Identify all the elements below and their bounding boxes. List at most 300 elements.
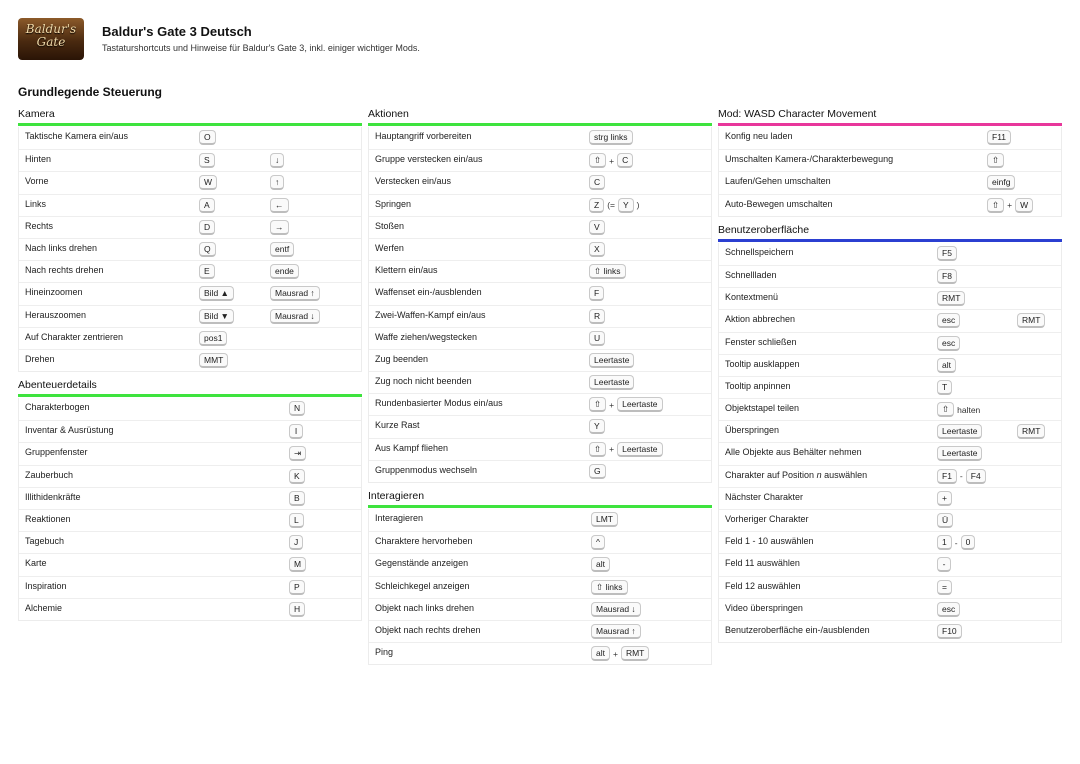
shortcut-row: [19, 398, 361, 420]
shortcut-label: Inventar & Ausrüstung: [25, 425, 114, 436]
shortcut-row: [19, 127, 361, 149]
key-combo: [289, 580, 305, 595]
key-combo: [591, 557, 610, 572]
key-prefix: (=: [607, 200, 615, 211]
shortcut-row: [369, 393, 711, 415]
secondary-key: C: [617, 153, 633, 168]
shortcut-row: [369, 149, 711, 171]
alternate-key: ←: [270, 198, 289, 213]
shortcut-label: Zug beenden: [375, 353, 429, 364]
shortcut-label: Klettern ein/aus: [375, 265, 438, 276]
shortcut-label: Waffenset ein-/ausblenden: [375, 287, 482, 298]
key-separator: +: [609, 444, 615, 455]
primary-key: Leertaste: [937, 446, 982, 461]
key-combo: [589, 264, 626, 279]
key-combo: [589, 464, 606, 479]
alternate-key: RMT: [1017, 313, 1045, 328]
key-combo: [591, 602, 641, 617]
key-combo: [937, 602, 960, 617]
key-combo: [937, 291, 965, 306]
key-combo: [937, 269, 957, 284]
key-combo: [937, 624, 962, 639]
primary-key: alt: [591, 646, 610, 661]
group-title-ui: Benutzeroberfläche: [718, 223, 810, 236]
key-combo: [937, 580, 952, 595]
key-combo: [589, 442, 663, 457]
alternate-key: Mausrad ↑: [270, 286, 320, 301]
alt-key-combo: [270, 220, 289, 235]
key-combo: [591, 624, 641, 639]
shortcut-label: Rechts: [25, 220, 54, 231]
primary-key: alt: [591, 557, 610, 572]
primary-key: LMT: [591, 512, 618, 527]
shortcut-label: Laufen/Gehen umschalten: [725, 176, 831, 187]
rows-aktionen: [368, 127, 712, 483]
alt-key-combo: [270, 309, 320, 324]
shortcut-label: Vorheriger Charakter: [725, 514, 809, 524]
logo-line-1: Baldur's: [25, 22, 77, 36]
group-aktionen: [368, 107, 712, 483]
key-combo: [937, 491, 952, 506]
primary-key: +: [937, 491, 952, 506]
shortcut-label: Feld 12 auswählen: [725, 580, 801, 591]
primary-key: F1: [937, 469, 957, 484]
shortcut-label: Umschalten Kamera-/Charakterbewegung: [725, 154, 894, 165]
key-separator: +: [609, 399, 615, 410]
primary-key: U: [589, 331, 605, 346]
shortcut-label: Ping: [375, 647, 394, 658]
primary-key: =: [937, 580, 952, 595]
shortcut-label: Feld 1 - 10 auswählen: [725, 536, 814, 547]
shortcut-row: [719, 398, 1061, 420]
key-combo: [937, 246, 957, 261]
key-combo: [937, 336, 960, 351]
shortcut-label: Reaktionen: [25, 514, 71, 524]
primary-key: ⇥: [289, 446, 306, 461]
primary-key: Mausrad ↓: [591, 602, 641, 617]
primary-key: esc: [937, 313, 960, 328]
secondary-key: F4: [966, 469, 986, 484]
secondary-key: 0: [961, 535, 976, 550]
shortcut-label: Stoßen: [375, 220, 405, 231]
secondary-key: Leertaste: [617, 397, 662, 412]
primary-key: Leertaste: [937, 424, 982, 439]
label-tail: auswählen: [824, 469, 868, 480]
shortcut-row: [19, 260, 361, 282]
group-title-kamera: Kamera: [18, 108, 55, 120]
shortcut-row: [719, 194, 1061, 216]
rows-kamera: [18, 127, 362, 372]
shortcut-row: [19, 598, 361, 620]
column-left: [18, 107, 362, 627]
shortcut-row: [369, 598, 711, 620]
shortcut-row: [369, 509, 711, 531]
primary-key: esc: [937, 336, 960, 351]
key-combo: [937, 424, 982, 439]
key-separator: -: [954, 537, 958, 548]
shortcut-label: Video überspringen: [725, 602, 803, 613]
key-separator: -: [959, 471, 963, 482]
bg3-logo: [18, 18, 84, 60]
shortcut-label: Schnellladen: [725, 269, 777, 280]
primary-key: ^: [591, 535, 605, 550]
key-combo: [589, 309, 605, 324]
rows-mod: [718, 127, 1062, 217]
shortcut-row: [369, 127, 711, 149]
shortcut-row: [19, 238, 361, 260]
shortcut-row: [19, 576, 361, 598]
alt-key-combo: [270, 264, 299, 279]
shortcut-label: Objekt nach links drehen: [375, 602, 475, 613]
column-middle: [368, 107, 712, 671]
group-ui: [718, 223, 1062, 643]
shortcut-label: Zwei-Waffen-Kampf ein/aus: [375, 309, 486, 320]
shortcut-label: Alle Objekte aus Behälter nehmen: [725, 447, 862, 458]
shortcut-row: [19, 509, 361, 531]
shortcut-row: [719, 420, 1061, 442]
group-bar-ui: [718, 239, 1062, 242]
shortcut-row: [719, 487, 1061, 509]
shortcut-label: Schleichkegel anzeigen: [375, 580, 470, 591]
primary-key: X: [589, 242, 605, 257]
key-combo: [199, 153, 215, 168]
group-bar-interagieren: [368, 505, 712, 508]
shortcut-label: Illithidenkräfte: [25, 491, 81, 502]
shortcut-row: [719, 553, 1061, 575]
key-combo: [289, 513, 304, 528]
shortcut-label: Überspringen: [725, 425, 780, 436]
alt-key-combo: [270, 198, 289, 213]
primary-key: K: [289, 469, 305, 484]
group-interagieren: [368, 489, 712, 665]
primary-key: MMT: [199, 353, 228, 368]
rows-interagieren: [368, 509, 712, 665]
primary-key: strg links: [589, 130, 633, 145]
shortcut-label: Hineinzoomen: [25, 287, 83, 298]
shortcut-row: [719, 332, 1061, 354]
shortcut-row: [719, 149, 1061, 171]
shortcut-label: Hinten: [25, 154, 52, 165]
primary-key: I: [289, 424, 303, 439]
shortcut-row: [19, 349, 361, 371]
primary-key: Y: [589, 419, 605, 434]
shortcut-row: [19, 327, 361, 349]
primary-key: Leertaste: [589, 353, 634, 368]
shortcut-label: Drehen: [25, 353, 55, 364]
key-combo: [937, 446, 982, 461]
shortcut-label: Links: [25, 198, 47, 209]
key-combo: [987, 130, 1011, 145]
alternate-key: entf: [270, 242, 294, 257]
shortcut-row: [19, 171, 361, 193]
key-combo: [199, 242, 216, 257]
shortcut-row: [19, 442, 361, 464]
key-combo: [937, 358, 956, 373]
shortcut-row: [369, 194, 711, 216]
secondary-key: Y: [618, 198, 634, 213]
primary-key: F: [589, 286, 604, 301]
shortcut-row: [369, 327, 711, 349]
key-combo: [589, 286, 604, 301]
shortcut-row: [369, 216, 711, 238]
group-title-abenteuer: Abenteuerdetails: [18, 379, 97, 392]
key-combo: [987, 198, 1033, 213]
primary-key: G: [589, 464, 606, 479]
primary-key: ⇧: [987, 198, 1004, 213]
shortcut-row: [369, 171, 711, 193]
key-combo: [289, 535, 303, 550]
key-combo: [589, 220, 605, 235]
primary-key: ⇧: [589, 397, 606, 412]
shortcut-label: Gegenstände anzeigen: [375, 558, 469, 569]
key-combo: [987, 153, 1004, 168]
shortcut-label: Springen: [375, 198, 412, 209]
key-combo: [289, 401, 305, 416]
group-title-interagieren: Interagieren: [368, 490, 425, 502]
shortcut-row: [19, 553, 361, 575]
section-title: Grundlegende Steuerung: [18, 85, 163, 99]
key-combo: [289, 491, 305, 506]
shortcut-label: Auf Charakter zentrieren: [25, 331, 124, 342]
secondary-key: RMT: [621, 646, 649, 661]
shortcut-row: [369, 642, 711, 664]
shortcut-row: [719, 127, 1061, 149]
alternate-key: Mausrad ↓: [270, 309, 320, 324]
alternate-key: ende: [270, 264, 299, 279]
label-emphasis: n: [816, 469, 822, 480]
shortcut-row: [369, 238, 711, 260]
shortcut-row: [369, 282, 711, 304]
rows-ui: [718, 243, 1062, 643]
rows-abenteuer: [18, 398, 362, 621]
shortcut-row: [719, 309, 1061, 331]
shortcut-row: [19, 216, 361, 238]
shortcut-label: Rundenbasierter Modus ein/aus: [375, 398, 503, 409]
shortcut-row: [369, 576, 711, 598]
shortcut-row: [719, 171, 1061, 193]
key-combo: [199, 331, 227, 346]
shortcut-label: Konfig neu laden: [725, 131, 793, 141]
shortcut-label: Charakterbogen: [25, 402, 90, 413]
key-combo: [199, 220, 215, 235]
primary-key: ⇧ links: [589, 264, 626, 279]
key-combo: [937, 313, 960, 328]
shortcut-label: Zauberbuch: [25, 469, 74, 480]
primary-key: F5: [937, 246, 957, 261]
primary-key: B: [289, 491, 305, 506]
key-combo: [589, 397, 663, 412]
shortcut-label: Tooltip anpinnen: [725, 380, 791, 391]
key-combo: [589, 153, 633, 168]
primary-key: pos1: [199, 331, 227, 346]
primary-key: F8: [937, 269, 957, 284]
shortcut-row: [19, 282, 361, 304]
key-combo: [199, 309, 234, 324]
secondary-key: Leertaste: [617, 442, 662, 457]
shortcut-row: [19, 465, 361, 487]
key-separator: +: [1007, 200, 1013, 211]
page-title: Baldur's Gate 3 Deutsch: [102, 24, 252, 39]
shortcut-row: [369, 531, 711, 553]
shortcut-label: Nach links drehen: [25, 242, 98, 253]
shortcut-row: [19, 305, 361, 327]
primary-key: ⇧: [987, 153, 1004, 168]
shortcut-label: Nach rechts drehen: [25, 265, 104, 276]
shortcut-label: Interagieren: [375, 513, 424, 523]
shortcut-label: Verstecken ein/aus: [375, 176, 452, 187]
shortcut-row: [719, 442, 1061, 464]
key-combo: [987, 175, 1015, 190]
primary-key: D: [199, 220, 215, 235]
shortcut-label: [725, 470, 867, 480]
key-combo: [591, 646, 649, 661]
key-combo: [199, 286, 234, 301]
group-title-mod: Mod: WASD Character Movement: [718, 108, 877, 120]
key-combo: [589, 353, 634, 368]
alt-key-combo: [270, 242, 294, 257]
primary-key: F10: [937, 624, 962, 639]
shortcut-label: Gruppenmodus wechseln: [375, 464, 478, 475]
primary-key: N: [289, 401, 305, 416]
primary-key: P: [289, 580, 305, 595]
key-combo: [591, 535, 605, 550]
shortcut-label: Karte: [25, 558, 47, 569]
shortcut-label: Charaktere hervorheben: [375, 536, 473, 547]
key-combo: [199, 130, 216, 145]
page-subtitle: Tastaturshortcuts und Hinweise für Baldur's Gate 3, inkl. einiger wichtiger Mods.: [102, 43, 420, 53]
alt-key-combo: [1017, 424, 1045, 439]
shortcut-label: Hauptangriff vorbereiten: [375, 131, 472, 141]
shortcut-label: Alchemie: [25, 602, 63, 613]
shortcut-row: [719, 531, 1061, 553]
shortcut-row: [369, 305, 711, 327]
primary-key: ⇧: [937, 402, 954, 417]
shortcut-label: Nächster Charakter: [725, 491, 804, 502]
shortcut-label: Werfen: [375, 242, 404, 253]
primary-key: V: [589, 220, 605, 235]
group-mod: [718, 107, 1062, 217]
primary-key: A: [199, 198, 215, 213]
primary-key: O: [199, 130, 216, 145]
shortcut-row: [719, 287, 1061, 309]
primary-key: C: [589, 175, 605, 190]
primary-key: alt: [937, 358, 956, 373]
shortcut-label: Zug noch nicht beenden: [375, 376, 472, 387]
shortcut-row: [369, 260, 711, 282]
shortcut-label: Aktion abbrechen: [725, 314, 796, 325]
shortcut-label: Kontextmenü: [725, 292, 779, 303]
primary-key: Q: [199, 242, 216, 257]
key-combo: [289, 557, 306, 572]
shortcut-row: [719, 354, 1061, 376]
alternate-key: →: [270, 220, 289, 235]
shortcut-row: [369, 349, 711, 371]
key-combo: [199, 353, 228, 368]
group-kamera: [18, 107, 362, 372]
primary-key: Leertaste: [589, 375, 634, 390]
alt-key-combo: [270, 286, 320, 301]
shortcut-label: Inspiration: [25, 580, 67, 591]
shortcut-label: Kurze Rast: [375, 420, 420, 431]
key-combo: [589, 198, 640, 213]
shortcut-label: Gruppe verstecken ein/aus: [375, 154, 483, 165]
shortcut-label: Vorne: [25, 176, 49, 187]
primary-key: J: [289, 535, 303, 550]
primary-key: 1: [937, 535, 952, 550]
group-bar-aktionen: [368, 123, 712, 126]
alternate-key: RMT: [1017, 424, 1045, 439]
shortcut-row: [719, 620, 1061, 642]
primary-key: H: [289, 602, 305, 617]
primary-key: L: [289, 513, 304, 528]
primary-key: ⇧: [589, 153, 606, 168]
shortcut-label: Fenster schließen: [725, 336, 797, 347]
primary-key: S: [199, 153, 215, 168]
shortcut-row: [719, 576, 1061, 598]
shortcut-label: Objektstapel teilen: [725, 403, 800, 414]
group-title-aktionen: Aktionen: [368, 108, 409, 120]
shortcut-label: Herauszoomen: [25, 309, 87, 320]
key-combo: [289, 469, 305, 484]
key-combo: [289, 602, 305, 617]
alt-key-combo: [270, 153, 284, 168]
primary-key: einfg: [987, 175, 1015, 190]
primary-key: Bild ▲: [199, 286, 234, 301]
shortcut-row: [719, 465, 1061, 487]
shortcut-row: [369, 371, 711, 393]
key-combo: [937, 535, 975, 550]
key-combo: [289, 446, 306, 461]
shortcut-row: [719, 265, 1061, 287]
group-abenteuer: [18, 378, 362, 621]
shortcut-label: Waffe ziehen/wegstecken: [375, 331, 478, 342]
primary-key: Z: [589, 198, 604, 213]
key-combo: [589, 130, 633, 145]
key-combo: [589, 175, 605, 190]
primary-key: T: [937, 380, 952, 395]
alt-key-combo: [1017, 313, 1045, 328]
key-separator: +: [612, 648, 618, 659]
key-combo: [289, 424, 303, 439]
shortcut-label: Aus Kampf fliehen: [375, 442, 449, 453]
shortcut-row: [19, 149, 361, 171]
group-bar-mod: [718, 123, 1062, 126]
shortcut-row: [719, 509, 1061, 531]
shortcut-row: [19, 420, 361, 442]
key-suffix: halten: [957, 404, 981, 415]
column-right: [718, 107, 1062, 649]
key-suffix: ): [636, 200, 640, 211]
key-combo: [937, 469, 986, 484]
page-header: [18, 16, 1058, 64]
shortcut-label: Tooltip ausklappen: [725, 358, 800, 369]
primary-key: F11: [987, 130, 1011, 145]
primary-key: Ü: [937, 513, 953, 528]
key-combo: [591, 512, 618, 527]
primary-key: R: [589, 309, 605, 324]
alternate-key: ↓: [270, 153, 284, 168]
shortcut-row: [369, 415, 711, 437]
key-combo: [199, 175, 217, 190]
key-combo: [589, 419, 605, 434]
primary-key: -: [937, 557, 951, 572]
primary-key: E: [199, 264, 215, 279]
label-text: Charakter auf Position: [725, 469, 815, 480]
shortcut-row: [369, 553, 711, 575]
primary-key: M: [289, 557, 306, 572]
key-combo: [199, 264, 215, 279]
key-combo: [937, 513, 953, 528]
